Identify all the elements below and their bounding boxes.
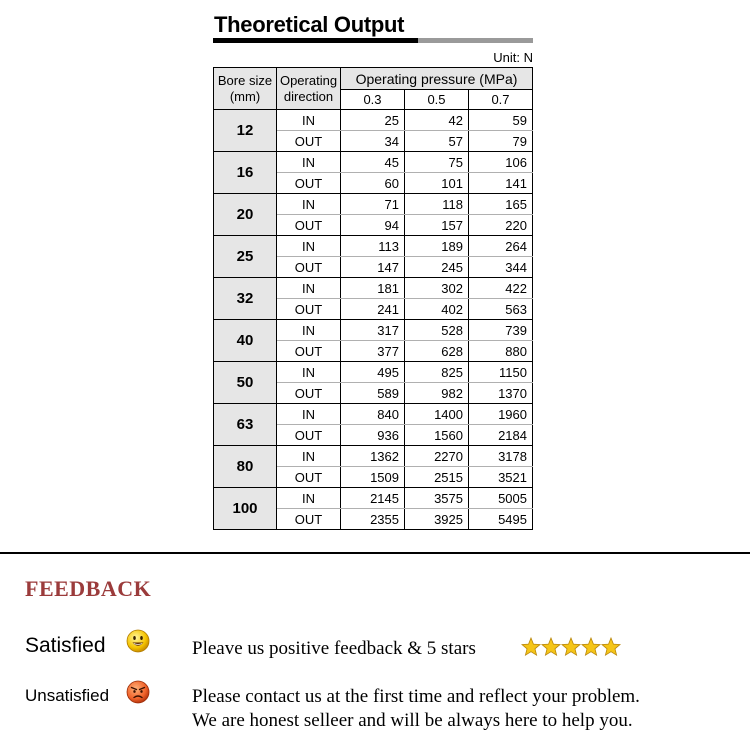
output-value-cell: 1400 [405,404,469,425]
output-value-cell: 317 [341,320,405,341]
table-row [214,110,533,131]
direction-cell: OUT [277,299,341,320]
output-value-cell: 1960 [469,404,533,425]
output-value-cell: 2355 [341,509,405,530]
table-row [214,362,533,383]
output-value-cell: 60 [341,173,405,194]
bore-size-cell: 25 [214,236,277,278]
output-value-cell: 1560 [405,425,469,446]
table-row [214,488,533,509]
bore-size-cell: 50 [214,362,277,404]
section-divider [0,552,750,554]
output-value-cell: 45 [341,152,405,173]
theoretical-output-table [213,67,533,530]
page-title: Theoretical Output [214,12,405,37]
direction-cell: IN [277,194,341,215]
output-value-cell: 3521 [469,467,533,488]
title-underline-black [213,38,418,43]
header-bore-size: Bore size (mm) [214,68,277,110]
direction-cell: OUT [277,509,341,530]
output-value-cell: 377 [341,341,405,362]
unsatisfied-message-line-2: We are honest selleer and will be always here to help you. [192,710,633,731]
direction-cell: OUT [277,257,341,278]
star-icon [522,638,540,655]
output-value-cell: 113 [341,236,405,257]
header-operating-pressure: Operating pressure (MPa) [341,68,533,90]
output-value-cell: 34 [341,131,405,152]
header-operating-direction: Operating direction [277,68,341,110]
output-value-cell: 840 [341,404,405,425]
satisfied-label: Satisfied [25,634,106,657]
output-value-cell: 71 [341,194,405,215]
output-value-cell: 1150 [469,362,533,383]
output-value-cell: 628 [405,341,469,362]
direction-cell: OUT [277,173,341,194]
output-value-cell: 42 [405,110,469,131]
bore-size-cell: 32 [214,278,277,320]
direction-cell: OUT [277,131,341,152]
output-value-cell: 495 [341,362,405,383]
output-value-cell: 75 [405,152,469,173]
smiley-face-icon [126,629,150,653]
output-value-cell: 94 [341,215,405,236]
unit-label: Unit: N [493,50,533,65]
direction-cell: OUT [277,467,341,488]
output-value-cell: 589 [341,383,405,404]
bore-size-cell: 100 [214,488,277,530]
bore-size-cell: 12 [214,110,277,152]
output-value-cell: 264 [469,236,533,257]
star-icon [582,638,600,655]
table-row [214,152,533,173]
direction-cell: OUT [277,383,341,404]
output-value-cell: 1370 [469,383,533,404]
header-pressure-value: 0.5 [405,90,469,110]
table-row [214,320,533,341]
output-value-cell: 528 [405,320,469,341]
output-value-cell: 5005 [469,488,533,509]
direction-cell: IN [277,110,341,131]
output-value-cell: 936 [341,425,405,446]
direction-cell: OUT [277,425,341,446]
output-value-cell: 241 [341,299,405,320]
table-row [214,278,533,299]
output-value-cell: 189 [405,236,469,257]
table-body [214,110,533,530]
bore-size-cell: 63 [214,404,277,446]
output-value-cell: 982 [405,383,469,404]
output-value-cell: 181 [341,278,405,299]
output-value-cell: 5495 [469,509,533,530]
table-row [214,446,533,467]
output-value-cell: 245 [405,257,469,278]
direction-cell: IN [277,320,341,341]
direction-cell: IN [277,362,341,383]
star-icon [562,638,580,655]
output-value-cell: 57 [405,131,469,152]
star-icon [602,638,620,655]
star-icon [542,638,560,655]
output-value-cell: 2184 [469,425,533,446]
table-row [214,404,533,425]
output-value-cell: 2515 [405,467,469,488]
output-value-cell: 563 [469,299,533,320]
five-star-rating [521,636,621,658]
output-value-cell: 344 [469,257,533,278]
unsatisfied-label: Unsatisfied [25,686,110,705]
output-value-cell: 402 [405,299,469,320]
output-value-cell: 825 [405,362,469,383]
bore-size-cell: 16 [214,152,277,194]
output-value-cell: 2145 [341,488,405,509]
output-value-cell: 1509 [341,467,405,488]
direction-cell: IN [277,488,341,509]
output-value-cell: 220 [469,215,533,236]
output-value-cell: 157 [405,215,469,236]
output-value-cell: 79 [469,131,533,152]
direction-cell: IN [277,446,341,467]
output-value-cell: 3925 [405,509,469,530]
output-value-cell: 59 [469,110,533,131]
table-row [214,194,533,215]
output-value-cell: 101 [405,173,469,194]
title-underline-gray [418,38,533,43]
bore-size-cell: 80 [214,446,277,488]
output-value-cell: 3575 [405,488,469,509]
output-value-cell: 422 [469,278,533,299]
output-value-cell: 141 [469,173,533,194]
angry-face-icon [126,680,150,704]
direction-cell: IN [277,404,341,425]
output-value-cell: 2270 [405,446,469,467]
output-value-cell: 3178 [469,446,533,467]
direction-cell: IN [277,236,341,257]
direction-cell: OUT [277,341,341,362]
output-value-cell: 739 [469,320,533,341]
direction-cell: OUT [277,215,341,236]
output-value-cell: 106 [469,152,533,173]
feedback-heading: FEEDBACK [25,576,152,601]
output-value-cell: 165 [469,194,533,215]
unsatisfied-message-line-1: Please contact us at the first time and reflect your problem. [192,686,640,707]
output-value-cell: 118 [405,194,469,215]
output-value-cell: 302 [405,278,469,299]
header-pressure-value: 0.7 [469,90,533,110]
direction-cell: IN [277,152,341,173]
output-value-cell: 1362 [341,446,405,467]
table-row [214,236,533,257]
output-value-cell: 880 [469,341,533,362]
output-value-cell: 147 [341,257,405,278]
output-value-cell: 25 [341,110,405,131]
bore-size-cell: 40 [214,320,277,362]
header-pressure-value: 0.3 [341,90,405,110]
bore-size-cell: 20 [214,194,277,236]
direction-cell: IN [277,278,341,299]
satisfied-message: Pleave us positive feedback & 5 stars [192,638,476,659]
